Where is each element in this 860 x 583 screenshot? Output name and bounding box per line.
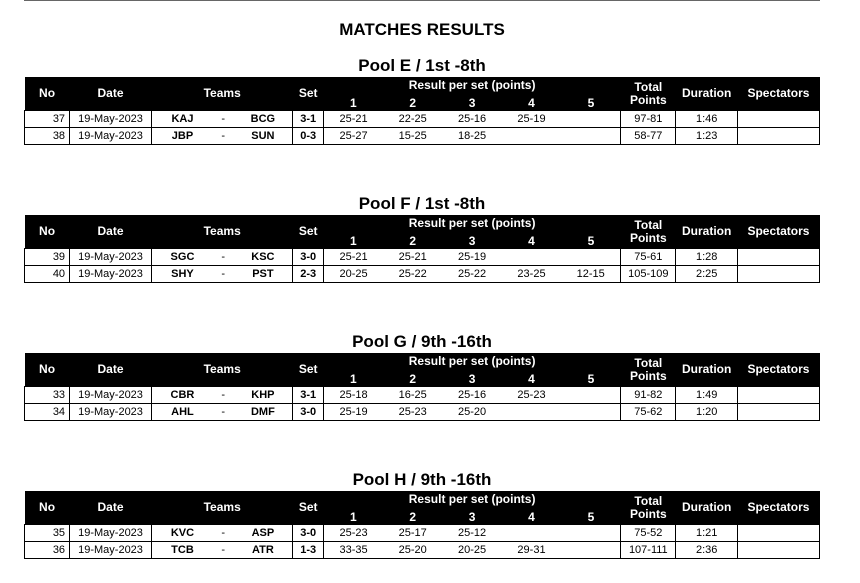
header-duration: Duration [676,77,737,111]
pool-title: Pool E / 1st -8th [358,56,486,75]
team-b: SUN [233,128,292,145]
set-4-score [502,128,561,145]
header-set: Set [293,215,324,249]
set-3-score: 25-16 [442,111,501,128]
spectators [737,128,819,145]
set-4-score [502,525,561,542]
team-a: CBR [152,387,213,404]
set-1-score: 25-23 [324,525,383,542]
table-row [25,387,820,404]
header-set-3: 3 [442,232,501,249]
set-4-score: 23-25 [502,266,561,283]
header-total-line1: Total [634,79,663,94]
set-2-score: 25-23 [383,404,442,421]
header-no: No [25,215,70,249]
header-teams: Teams [152,491,293,525]
spectators [737,111,819,128]
set-2-score: 25-21 [383,249,442,266]
header-duration: Duration [676,353,737,387]
set-score: 3-1 [293,387,324,404]
table-row [25,542,820,559]
match-number: 40 [25,266,70,283]
team-separator: - [213,387,233,404]
match-date: 19-May-2023 [70,542,152,559]
match-duration: 2:25 [676,266,737,283]
set-5-score [561,404,620,421]
header-result-per-set: Result per set (points) [324,77,621,94]
set-2-score: 25-22 [383,266,442,283]
header-set-4: 4 [502,370,561,387]
set-1-score: 25-21 [324,111,383,128]
set-3-score: 25-22 [442,266,501,283]
set-1-score: 25-21 [324,249,383,266]
team-b: KSC [233,249,292,266]
header-duration: Duration [676,491,737,525]
header-total-line2: Points [629,92,667,107]
header-teams: Teams [152,215,293,249]
table-row [25,249,820,266]
header-spectators: Spectators [737,77,819,111]
header-total-line2: Points [629,368,667,383]
match-duration: 1:20 [676,404,737,421]
set-score: 0-3 [293,128,324,145]
set-score: 3-0 [293,249,324,266]
total-points: 75-61 [621,249,676,266]
header-teams: Teams [152,77,293,111]
table-row [25,525,820,542]
header-set-2: 2 [383,232,442,249]
header-set-1: 1 [324,370,383,387]
spectators [737,542,819,559]
team-b: ATR [233,542,292,559]
match-duration: 1:49 [676,387,737,404]
set-3-score: 25-12 [442,525,501,542]
set-4-score: 25-19 [502,111,561,128]
pool-section [24,55,820,145]
top-rule [24,0,820,1]
header-total-line1: Total [634,217,663,232]
team-a: TCB [152,542,213,559]
match-duration: 2:36 [676,542,737,559]
set-2-score: 22-25 [383,111,442,128]
total-points: 75-52 [621,525,676,542]
header-set-3: 3 [442,508,501,525]
match-date: 19-May-2023 [70,387,152,404]
team-a: JBP [152,128,213,145]
header-set-3: 3 [442,370,501,387]
header-set-4: 4 [502,232,561,249]
header-set-1: 1 [324,508,383,525]
set-score: 3-0 [293,525,324,542]
table-row [25,111,820,128]
match-date: 19-May-2023 [70,266,152,283]
header-set-5: 5 [561,508,620,525]
match-number: 39 [25,249,70,266]
set-1-score: 25-19 [324,404,383,421]
header-total-points [621,491,676,525]
match-number: 33 [25,387,70,404]
set-1-score: 20-25 [324,266,383,283]
team-separator: - [213,542,233,559]
header-total-points [621,215,676,249]
header-set: Set [293,353,324,387]
spectators [737,387,819,404]
header-no: No [25,491,70,525]
header-total-line1: Total [634,493,663,508]
header-total-points [621,353,676,387]
set-2-score: 16-25 [383,387,442,404]
table-row [25,404,820,421]
header-no: No [25,353,70,387]
header-set: Set [293,491,324,525]
match-number: 35 [25,525,70,542]
team-separator: - [213,266,233,283]
match-duration: 1:21 [676,525,737,542]
header-date: Date [70,77,152,111]
set-2-score: 25-20 [383,542,442,559]
header-result-per-set: Result per set (points) [324,353,621,370]
pool-section [24,469,820,559]
team-b: PST [233,266,292,283]
match-date: 19-May-2023 [70,128,152,145]
header-teams: Teams [152,353,293,387]
match-date: 19-May-2023 [70,525,152,542]
header-date: Date [70,353,152,387]
set-3-score: 20-25 [442,542,501,559]
header-set-2: 2 [383,370,442,387]
match-date: 19-May-2023 [70,249,152,266]
pool-section [24,331,820,421]
set-4-score: 25-23 [502,387,561,404]
set-score: 1-3 [293,542,324,559]
set-4-score [502,404,561,421]
pool-title: Pool H / 9th -16th [352,470,492,489]
header-total-points [621,77,676,111]
spectators [737,525,819,542]
results-table [24,215,820,283]
header-spectators: Spectators [737,491,819,525]
header-set-1: 1 [324,94,383,111]
header-date: Date [70,215,152,249]
total-points: 105-109 [621,266,676,283]
set-1-score: 25-27 [324,128,383,145]
match-number: 36 [25,542,70,559]
set-5-score [561,525,620,542]
set-5-score: 12-15 [561,266,620,283]
header-set-2: 2 [383,94,442,111]
spectators [737,266,819,283]
set-5-score [561,111,620,128]
team-separator: - [213,404,233,421]
header-result-per-set: Result per set (points) [324,491,621,508]
table-row [25,266,820,283]
match-duration: 1:46 [676,111,737,128]
header-set-4: 4 [502,508,561,525]
page-title: MATCHES RESULTS [339,20,505,39]
total-points: 91-82 [621,387,676,404]
header-total-line1: Total [634,355,663,370]
header-set-5: 5 [561,370,620,387]
header-set: Set [293,77,324,111]
team-separator: - [213,249,233,266]
header-set-3: 3 [442,94,501,111]
match-date: 19-May-2023 [70,404,152,421]
team-separator: - [213,128,233,145]
team-b: KHP [233,387,292,404]
header-set-1: 1 [324,232,383,249]
set-score: 3-1 [293,111,324,128]
header-total-line2: Points [629,230,667,245]
set-1-score: 25-18 [324,387,383,404]
match-number: 34 [25,404,70,421]
header-duration: Duration [676,215,737,249]
header-result-per-set: Result per set (points) [324,215,621,232]
results-table [24,491,820,559]
set-5-score [561,249,620,266]
set-4-score: 29-31 [502,542,561,559]
header-set-2: 2 [383,508,442,525]
match-duration: 1:28 [676,249,737,266]
header-set-4: 4 [502,94,561,111]
header-total-line2: Points [629,506,667,521]
set-2-score: 25-17 [383,525,442,542]
set-5-score [561,128,620,145]
team-b: BCG [233,111,292,128]
match-number: 37 [25,111,70,128]
team-a: KVC [152,525,213,542]
set-3-score: 25-20 [442,404,501,421]
total-points: 107-111 [621,542,676,559]
header-date: Date [70,491,152,525]
team-separator: - [213,111,233,128]
set-3-score: 25-19 [442,249,501,266]
header-set-5: 5 [561,94,620,111]
set-4-score [502,249,561,266]
header-set-5: 5 [561,232,620,249]
results-table [24,353,820,421]
pool-title: Pool F / 1st -8th [358,194,486,213]
match-number: 38 [25,128,70,145]
match-duration: 1:23 [676,128,737,145]
header-spectators: Spectators [737,215,819,249]
spectators [737,404,819,421]
team-separator: - [213,525,233,542]
set-1-score: 33-35 [324,542,383,559]
header-no: No [25,77,70,111]
team-b: DMF [233,404,292,421]
team-a: SGC [152,249,213,266]
team-b: ASP [233,525,292,542]
header-spectators: Spectators [737,353,819,387]
team-a: AHL [152,404,213,421]
pool-section [24,193,820,283]
set-5-score [561,387,620,404]
set-5-score [561,542,620,559]
table-row [25,128,820,145]
set-3-score: 18-25 [442,128,501,145]
set-score: 2-3 [293,266,324,283]
team-a: SHY [152,266,213,283]
total-points: 75-62 [621,404,676,421]
team-a: KAJ [152,111,213,128]
results-table [24,77,820,145]
total-points: 97-81 [621,111,676,128]
set-score: 3-0 [293,404,324,421]
total-points: 58-77 [621,128,676,145]
set-3-score: 25-16 [442,387,501,404]
spectators [737,249,819,266]
pool-title: Pool G / 9th -16th [352,332,492,351]
set-2-score: 15-25 [383,128,442,145]
match-date: 19-May-2023 [70,111,152,128]
